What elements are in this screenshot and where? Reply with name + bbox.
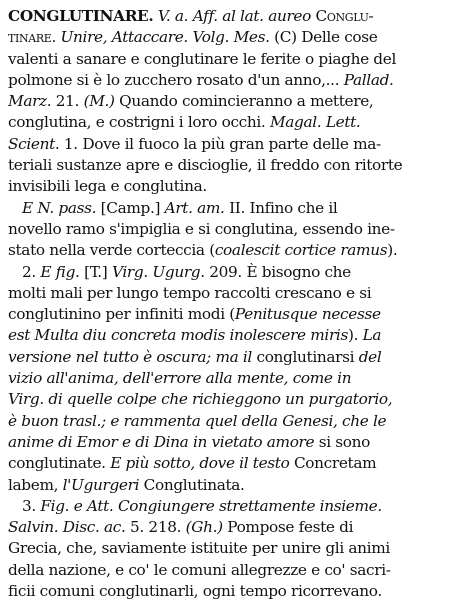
text-line bbox=[8, 453, 469, 474]
text-segment: Scient. bbox=[8, 134, 60, 153]
text-segment: ). bbox=[387, 241, 398, 260]
entry-text bbox=[8, 6, 469, 602]
text-segment: Virg. Ugurg. bbox=[111, 262, 205, 281]
text-segment: Conglu- bbox=[315, 7, 374, 25]
text-line bbox=[8, 219, 469, 240]
text-segment: Penitusque necesse bbox=[234, 305, 381, 324]
text-segment: del bbox=[358, 347, 382, 366]
text-line bbox=[8, 70, 469, 91]
text-segment: anime di Emor e di Dina in vietato amore bbox=[8, 432, 315, 451]
text-segment: 209. È bisogno che bbox=[204, 262, 351, 281]
text-line bbox=[8, 432, 469, 453]
text-line bbox=[8, 325, 469, 346]
text-segment: V. a. Aff. al lat. aureo bbox=[153, 7, 316, 25]
text-segment: conglutina, e costrigni i loro occhi. bbox=[8, 113, 270, 132]
text-line bbox=[8, 389, 469, 410]
text-line bbox=[8, 581, 469, 602]
text-segment: si sono bbox=[314, 432, 371, 451]
text-segment: tinare. bbox=[8, 28, 56, 47]
text-segment: molti mali per lungo tempo raccolti crescano e si bbox=[8, 283, 372, 302]
text-segment: Quando comincieranno a mettere, bbox=[114, 92, 374, 111]
text-segment: Virg. di quelle colpe che richieggono un purgatorio, bbox=[8, 390, 393, 409]
text-segment: Concretam bbox=[289, 454, 377, 473]
text-segment: versione nel tutto è oscura; ma il bbox=[8, 347, 252, 366]
text-segment: vizio all'anima, dell'errore alla mente, come in bbox=[8, 369, 352, 388]
text-segment: Marz. bbox=[8, 92, 52, 111]
text-segment: della nazione, e co' le comuni allegrezze e co' sacri- bbox=[8, 560, 391, 579]
text-line bbox=[8, 560, 469, 581]
text-segment: Grecia, che, saviamente istituite per unire gli animi bbox=[8, 539, 390, 558]
text-line bbox=[8, 240, 469, 261]
text-segment: Salvin. Disc. ac. bbox=[8, 518, 126, 537]
text-segment: (M.) bbox=[83, 92, 115, 111]
text-segment: conglutinino per infiniti modi ( bbox=[8, 305, 235, 324]
text-line bbox=[8, 475, 469, 496]
text-segment: Art. am. bbox=[164, 198, 225, 217]
text-segment: La bbox=[362, 326, 382, 345]
text-line bbox=[8, 134, 469, 155]
text-line bbox=[8, 91, 469, 112]
headword: CONGLUTINARE. bbox=[8, 7, 154, 25]
text-segment: ficii comuni conglutinarli, ogni tempo ricorrevano. bbox=[8, 582, 382, 601]
text-segment: labem, bbox=[8, 475, 63, 494]
text-segment: conglutinate. bbox=[8, 454, 111, 473]
text-segment: conglutinarsi bbox=[251, 347, 359, 366]
text-line bbox=[8, 176, 469, 197]
text-segment: Fig. e Att. Congiungere strettamente insieme. bbox=[40, 496, 382, 515]
text-segment: è buon trasl.; e rammenta quel della Genesi, che le bbox=[8, 411, 387, 430]
text-segment: E N. pass. bbox=[22, 198, 97, 217]
text-line bbox=[8, 496, 469, 517]
text-line bbox=[8, 283, 469, 304]
text-line bbox=[8, 49, 469, 70]
text-segment: Conglutinata. bbox=[139, 475, 245, 494]
text-segment: Pompose feste di bbox=[222, 518, 354, 537]
text-segment: 2. bbox=[22, 262, 41, 281]
text-segment: teriali sustanze apre e discioglie, il freddo con ritorte bbox=[8, 156, 403, 175]
text-segment: E più sotto, dove il testo bbox=[110, 454, 290, 473]
text-segment: coalescit cortice ramus bbox=[214, 241, 388, 260]
text-segment: invisibili lega e conglutina. bbox=[8, 177, 207, 196]
text-line bbox=[8, 517, 469, 538]
text-segment: 1. Dove il fuoco la più gran parte delle ma- bbox=[59, 134, 381, 153]
text-segment: 21. bbox=[51, 92, 84, 111]
text-segment: [T.] bbox=[79, 262, 112, 281]
text-segment: (C) Delle cose bbox=[269, 28, 378, 47]
text-segment: ). bbox=[347, 326, 363, 345]
text-segment: stato nella verde corteccia ( bbox=[8, 241, 215, 260]
text-line bbox=[8, 304, 469, 325]
text-segment: l'Ugurgeri bbox=[62, 475, 140, 494]
text-segment: novello ramo s'impiglia e si conglutina, essendo ine- bbox=[8, 219, 395, 238]
text-segment: II. Infino che il bbox=[224, 198, 338, 217]
text-line bbox=[8, 368, 469, 389]
text-segment: [Camp.] bbox=[96, 198, 165, 217]
text-line bbox=[8, 198, 469, 219]
text-line bbox=[8, 27, 469, 48]
text-line bbox=[8, 538, 469, 559]
text-segment: Magal. Lett. bbox=[269, 113, 361, 132]
text-segment: E fig. bbox=[40, 262, 80, 281]
text-segment: Unire, Attaccare. Volg. Mes. bbox=[55, 28, 270, 47]
text-segment: Pallad. bbox=[343, 70, 394, 89]
text-segment: 5. 218. bbox=[125, 518, 186, 537]
text-line bbox=[8, 112, 469, 133]
text-segment: (Gh.) bbox=[185, 518, 223, 537]
text-segment: valenti a sanare e conglutinare le ferite o piaghe del bbox=[8, 49, 396, 68]
text-segment: polmone si è lo zucchero rosato d'un anno,... bbox=[8, 70, 344, 89]
text-line bbox=[8, 411, 469, 432]
text-line bbox=[8, 6, 469, 27]
text-segment: est Multa diu concreta modis inolescere miris bbox=[8, 326, 348, 345]
text-line bbox=[8, 347, 469, 368]
text-line bbox=[8, 262, 469, 283]
text-segment: 3. bbox=[22, 496, 41, 515]
text-line bbox=[8, 155, 469, 176]
